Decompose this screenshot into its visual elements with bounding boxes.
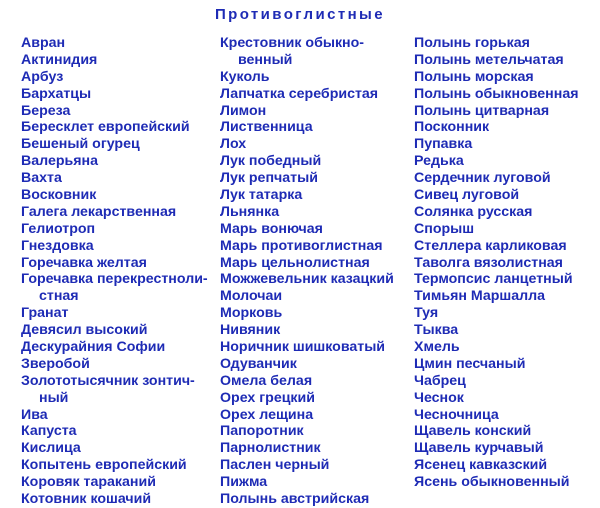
plant-name: Восковник [21, 187, 97, 204]
plant-name: Валерьяна [21, 153, 98, 170]
plant-name: Бересклет европейский [21, 119, 190, 136]
plant-name: Щавель конский [414, 423, 532, 440]
plant-name: Золототысячник зонтич- [21, 372, 195, 389]
plant-name: Чабрец [414, 372, 466, 389]
plant-name: Таволга вязолистная [414, 254, 563, 271]
plant-name: Бешеный огурец [21, 136, 140, 153]
plant-name-continuation: ный [39, 389, 69, 406]
plant-name: Орех грецкий [220, 389, 315, 406]
plant-name: Полынь горькая [414, 35, 530, 51]
plant-name: Лук победный [220, 153, 322, 170]
plant-name: Марь вонючая [220, 220, 323, 237]
plant-name: Пижма [220, 474, 268, 491]
plant-name: Крестовник обыкно- [220, 35, 365, 51]
plant-list-column-2 [220, 35, 394, 508]
plant-name: Морковь [220, 305, 283, 322]
plant-name: Лапчатка серебристая [220, 85, 379, 102]
plant-name-continuation: венный [238, 51, 293, 68]
plant-name: Ясень обыкновенный [414, 474, 570, 491]
plant-name: Арбуз [21, 68, 64, 85]
plant-name: Парнолистник [220, 440, 321, 457]
plant-name: Лимон [220, 102, 267, 119]
plant-name: Капуста [21, 423, 77, 440]
plant-name: Марь противоглистная [220, 237, 383, 254]
plant-name: Полынь цитварная [414, 102, 550, 119]
plant-name: Омела белая [220, 372, 313, 389]
plant-name: Котовник кошачий [21, 491, 152, 508]
plant-name: Галега лекарственная [21, 203, 177, 220]
plant-name: Гнездовка [21, 237, 94, 254]
plant-name: Сивец луговой [414, 187, 520, 204]
plant-name: Копытень европейский [21, 457, 187, 474]
plant-name: Одуванчик [220, 355, 297, 372]
plant-name: Редька [414, 153, 464, 170]
plant-name: Актинидия [21, 51, 98, 68]
plant-list-column-1 [21, 35, 208, 508]
plant-name: Тыква [414, 322, 459, 339]
plant-name: Солянка русская [414, 203, 533, 220]
plant-name: Полынь морская [414, 68, 534, 85]
plant-name: Льнянка [220, 203, 280, 220]
plant-name: Горечавка желтая [21, 254, 147, 271]
page-title: Противоглистные [214, 6, 385, 23]
plant-name: Ива [21, 406, 48, 423]
plant-name: Лук репчатый [220, 170, 318, 187]
plant-name: Нивяник [220, 322, 281, 339]
plant-name: Лук татарка [220, 187, 303, 204]
plant-name: Ясенец кавказский [414, 457, 548, 474]
plant-name: Полынь обыкновенная [414, 85, 579, 102]
plant-name: Полынь метельчатая [414, 51, 564, 68]
plant-name: Вахта [21, 170, 62, 187]
plant-name: Норичник шишковатый [220, 339, 386, 356]
plant-name: Гелиотроп [21, 220, 96, 237]
plant-name: Марь цельнолистная [220, 254, 370, 271]
plant-name: Чеснок [414, 389, 464, 406]
plant-name: Щавель курчавый [414, 440, 544, 457]
plant-name: Дескурайния Софии [21, 339, 166, 356]
plant-name: Хмель [414, 339, 460, 356]
plant-name: Цмин песчаный [414, 355, 526, 372]
plant-name: Бархатцы [21, 85, 92, 102]
plant-name: Орех лещина [220, 406, 314, 423]
plant-name: Зверобой [21, 355, 90, 372]
plant-list-column-3 [414, 35, 579, 491]
plant-name: Лох [220, 136, 247, 153]
plant-name: Девясил высокий [21, 322, 148, 339]
plant-name: Чесночница [414, 406, 499, 423]
plant-name: Горечавка перекрестноли- [21, 271, 208, 288]
plant-name: Лиственница [220, 119, 313, 136]
plant-name: Спорыш [414, 220, 475, 237]
plant-name: Термопсис ланцетный [414, 271, 573, 288]
plant-name: Паслен черный [220, 457, 330, 474]
plant-name: Коровяк тараканий [21, 474, 156, 491]
plant-name: Кислица [21, 440, 81, 457]
plant-name: Береза [21, 102, 71, 119]
plant-name: Тимьян Маршалла [414, 288, 546, 305]
plant-name: Пупавка [414, 136, 473, 153]
plant-name: Туя [414, 305, 439, 322]
plant-name: Сердечник луговой [414, 170, 551, 187]
plant-name: Полынь австрийская [220, 491, 370, 508]
plant-name: Посконник [414, 119, 490, 136]
plant-name: Папоротник [220, 423, 304, 440]
plant-name-continuation: стная [39, 288, 79, 305]
plant-name: Куколь [220, 68, 270, 85]
plant-name: Молочаи [220, 288, 283, 305]
plant-name: Авран [21, 35, 66, 51]
plant-name: Гранат [21, 305, 69, 322]
plant-name: Стеллера карликовая [414, 237, 567, 254]
plant-name: Можжевельник казацкий [220, 271, 394, 288]
